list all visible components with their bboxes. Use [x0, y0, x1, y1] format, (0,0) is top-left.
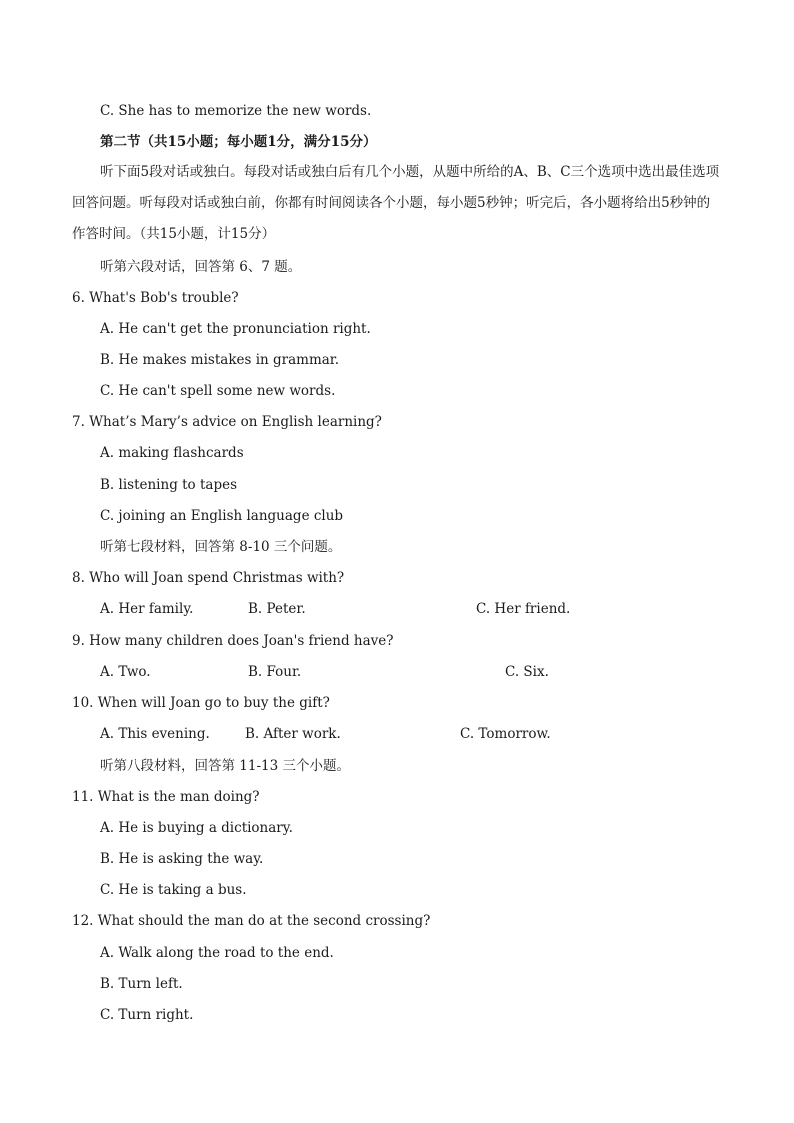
q5-option-c: C. She has to memorize the new words.: [100, 103, 372, 119]
question-8: 8. Who will Joan spend Christmas with?: [72, 570, 345, 586]
q10-options: [0, 725, 794, 743]
q9-options: [0, 663, 794, 681]
question-6: 6. What's Bob's trouble?: [72, 290, 239, 306]
q11-option-a: A. He is buying a dictionary.: [100, 820, 293, 836]
question-11: 11. What is the man doing?: [72, 789, 260, 805]
q7-option-c: C. joining an English language club: [100, 508, 344, 524]
q10-option-b: B. After work.: [245, 726, 341, 742]
question-9: 9. How many children does Joan's friend have?: [72, 633, 394, 649]
q8-option-b: B. Peter.: [248, 601, 306, 617]
dialog8-intro: 听第八段材料，回答第 11-13 三个小题。: [100, 758, 351, 774]
q10-option-a: A. This evening.: [100, 726, 210, 742]
q12-option-b: B. Turn left.: [100, 976, 183, 992]
q10-option-c: C. Tomorrow.: [460, 726, 551, 742]
dialog6-intro: 听第六段对话，回答第 6、7 题。: [100, 259, 302, 275]
q6-option-b: B. He makes mistakes in grammar.: [100, 352, 340, 368]
section-title: 第二节（共15小题；每小题1分，满分15分）: [100, 134, 377, 150]
q9-option-c: C. Six.: [505, 664, 549, 680]
question-7: 7. What’s Mary’s advice on English learning?: [72, 414, 382, 430]
q6-option-a: A. He can't get the pronunciation right.: [100, 321, 371, 337]
q8-option-a: A. Her family.: [100, 601, 194, 617]
question-10: 10. When will Joan go to buy the gift?: [72, 695, 330, 711]
q8-option-c: C. Her friend.: [476, 601, 571, 617]
q12-option-c: C. Turn right.: [100, 1007, 194, 1023]
q11-option-b: B. He is asking the way.: [100, 851, 264, 867]
question-12: 12. What should the man do at the second crossing?: [72, 913, 431, 929]
q7-option-b: B. listening to tapes: [100, 477, 237, 493]
q6-option-c: C. He can't spell some new words.: [100, 383, 336, 399]
q9-option-a: A. Two.: [100, 664, 151, 680]
q8-options: [0, 600, 794, 618]
q12-option-a: A. Walk along the road to the end.: [100, 945, 334, 961]
q7-option-a: A. making flashcards: [100, 445, 244, 461]
section-instructions: 听下面5段对话或独白。每段对话或独白后有几个小题，从题中所给的A、B、C三个选项中选出最佳选项回答问题。听每段对话或独白前，你都有时间阅读各个小题，每小题5秒钟；听完后，各小题将给出5秒钟的作答时间。（共15小题，计15分）: [72, 164, 720, 242]
q9-option-b: B. Four.: [248, 664, 302, 680]
q11-option-c: C. He is taking a bus.: [100, 882, 247, 898]
dialog7-intro: 听第七段材料，回答第 8-10 三个问题。: [100, 539, 342, 555]
